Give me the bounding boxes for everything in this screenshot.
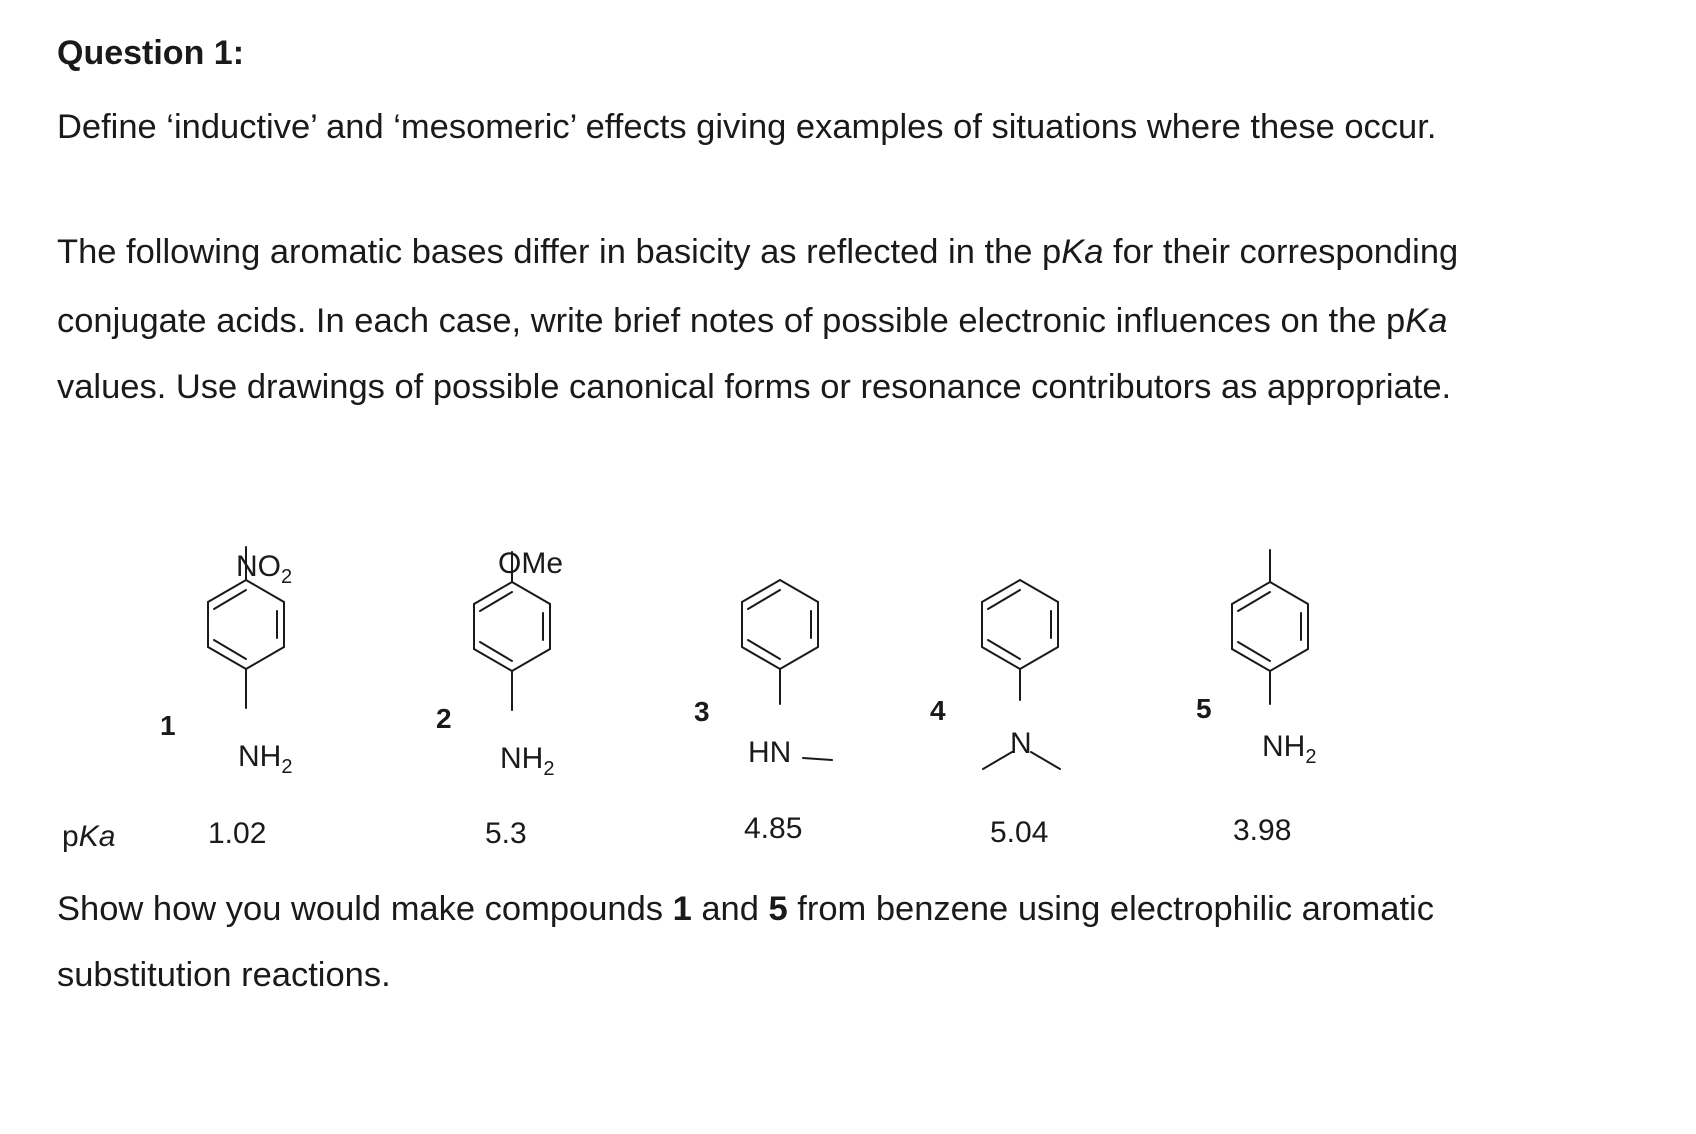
- c1-top-group: $NO_2$: [236, 550, 293, 588]
- question-line-1: Define ‘inductive’ and ‘mesomeric’ effects giving examples of situations where these occur.: [57, 108, 1437, 146]
- c2-double-bond: [480, 642, 512, 661]
- c1-double-bond: [214, 590, 246, 609]
- c4-double-bond: [988, 590, 1020, 609]
- c4-number: 4: [930, 695, 946, 726]
- c2-double-bond: [480, 592, 512, 611]
- c2-number: 2: [436, 703, 452, 734]
- p2-l1c: for their corresponding: [1103, 233, 1459, 271]
- c4-pka: 5.04: [990, 816, 1049, 849]
- p3-l1a: Show how you would make compounds: [57, 890, 673, 928]
- c1-double-bond: [214, 640, 246, 659]
- c2-top-group: OMe: [498, 547, 564, 580]
- c4-methyl-bond-left: [983, 752, 1012, 769]
- c5-benzene-ring: [1232, 582, 1308, 671]
- c5-pka: 3.98: [1233, 814, 1292, 847]
- c2-pka: 5.3: [485, 817, 527, 850]
- compound-5-structure: [1232, 550, 1308, 704]
- c3-number: 3: [694, 696, 710, 727]
- c1-benzene-ring: [208, 580, 284, 669]
- c3-double-bond: [748, 590, 780, 609]
- c4-double-bond: [988, 640, 1020, 659]
- p3-l1e: from benzene using electrophilic aromatic: [787, 890, 1434, 928]
- p2-l1a: The following aromatic bases differ in basicity as reflected in the p: [57, 233, 1062, 271]
- c1-amine: $NH_2$: [238, 740, 293, 778]
- c5-double-bond: [1238, 592, 1270, 611]
- c5-amine: $NH_2$: [1262, 730, 1317, 768]
- compound-3-structure: [742, 580, 832, 760]
- paragraph-2-line-3: values. Use drawings of possible canonical forms or resonance contributors as appropriate.: [57, 368, 1452, 406]
- c3-methyl-bond: [803, 758, 832, 760]
- c3-amine: HN: [748, 736, 792, 769]
- c4-methyl-bond-right: [1031, 752, 1060, 769]
- c4-amine: N: [1010, 727, 1032, 760]
- p2-l1b: Ka: [1061, 233, 1104, 271]
- paragraph-3-line-2: substitution reactions.: [57, 956, 391, 994]
- p3-l1d: 5: [768, 890, 788, 928]
- p2-l2b: Ka: [1405, 302, 1448, 340]
- c3-benzene-ring: [742, 580, 818, 669]
- c2-amine: $NH_2$: [500, 742, 555, 780]
- c4-benzene-ring: [982, 580, 1058, 669]
- c1-pka: 1.02: [208, 817, 267, 850]
- c5-double-bond: [1238, 642, 1270, 661]
- pka-label: pKa: [62, 820, 116, 853]
- p2-l2a: conjugate acids. In each case, write brief notes of possible electronic influences on the p: [57, 302, 1406, 340]
- c3-double-bond: [748, 640, 780, 659]
- c2-benzene-ring: [474, 582, 550, 671]
- question-title: Question 1:: [57, 34, 245, 72]
- p3-l1c: and: [691, 890, 769, 928]
- c3-pka: 4.85: [744, 812, 803, 845]
- p3-l1b: 1: [672, 890, 692, 928]
- c1-number: 1: [160, 710, 176, 741]
- c5-number: 5: [1196, 693, 1212, 724]
